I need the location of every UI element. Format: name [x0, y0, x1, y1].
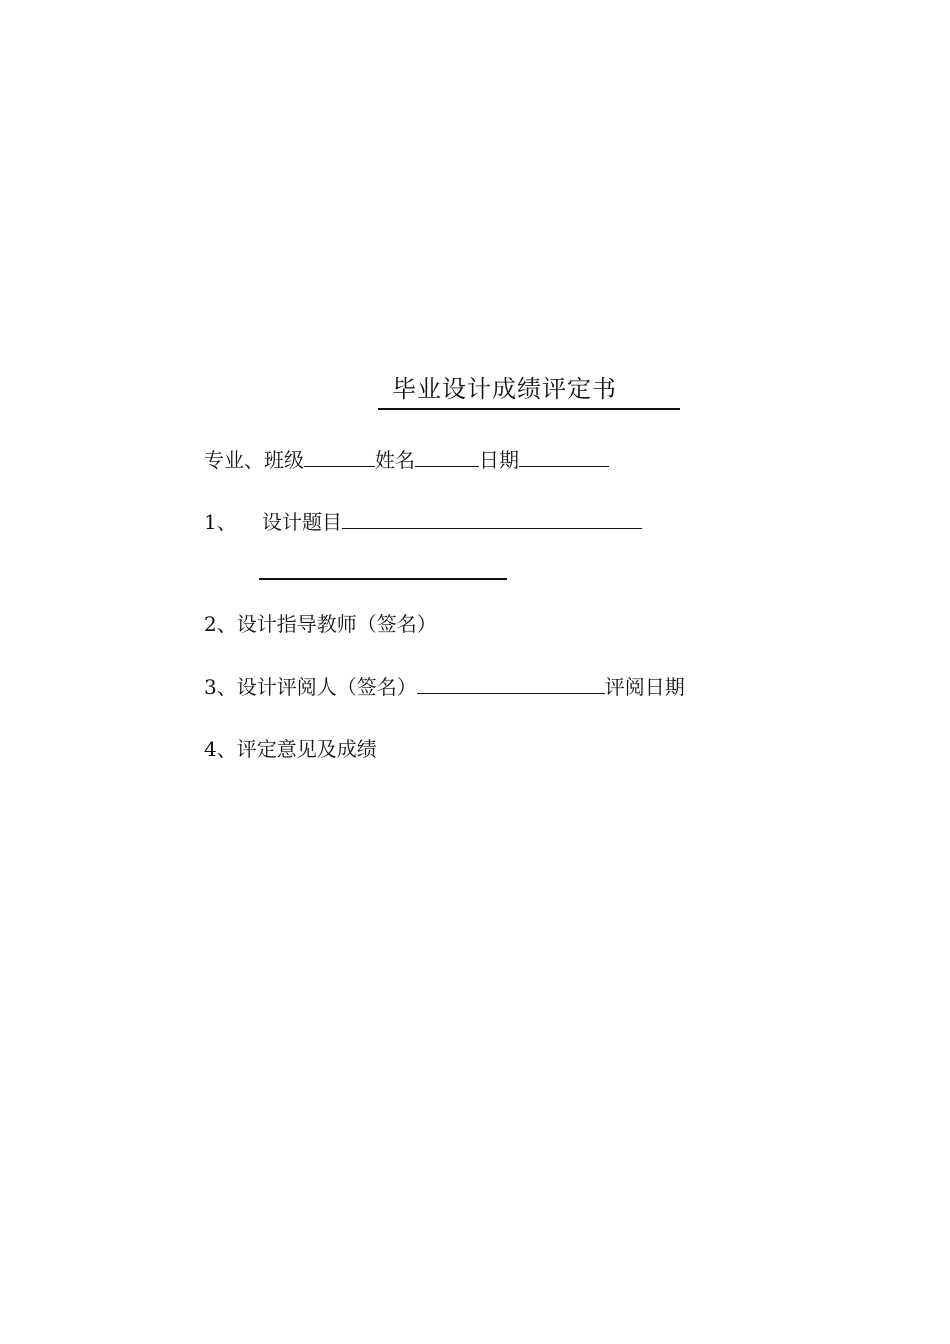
- design-topic-label: 设计题目: [262, 510, 342, 534]
- advisor-signature-row: [204, 611, 437, 637]
- date-label: 日期: [479, 448, 519, 472]
- design-topic-row: [204, 508, 642, 535]
- item-number: 1、: [204, 510, 237, 534]
- advisor-signature-label: 2、设计指导教师（签名）: [204, 612, 437, 636]
- name-blank[interactable]: [415, 446, 479, 467]
- reviewer-signature-label: 3、设计评阅人（签名）: [204, 675, 417, 699]
- title-underline: [378, 372, 680, 410]
- major-class-blank[interactable]: [304, 446, 375, 467]
- page-title: 毕业设计成绩评定书: [392, 375, 617, 403]
- reviewer-signature-row: [204, 673, 685, 700]
- name-label: 姓名: [375, 448, 415, 472]
- date-blank[interactable]: [519, 446, 609, 467]
- review-date-label: 评阅日期: [604, 675, 685, 699]
- reviewer-signature-blank[interactable]: [417, 673, 605, 694]
- header-info-row: [204, 446, 609, 473]
- evaluation-label: 4、评定意见及成绩: [204, 737, 377, 761]
- evaluation-row: [204, 736, 377, 762]
- major-class-label: 专业、班级: [204, 448, 304, 472]
- design-topic-blank[interactable]: [342, 508, 642, 529]
- design-topic-blank-continued[interactable]: [259, 578, 507, 580]
